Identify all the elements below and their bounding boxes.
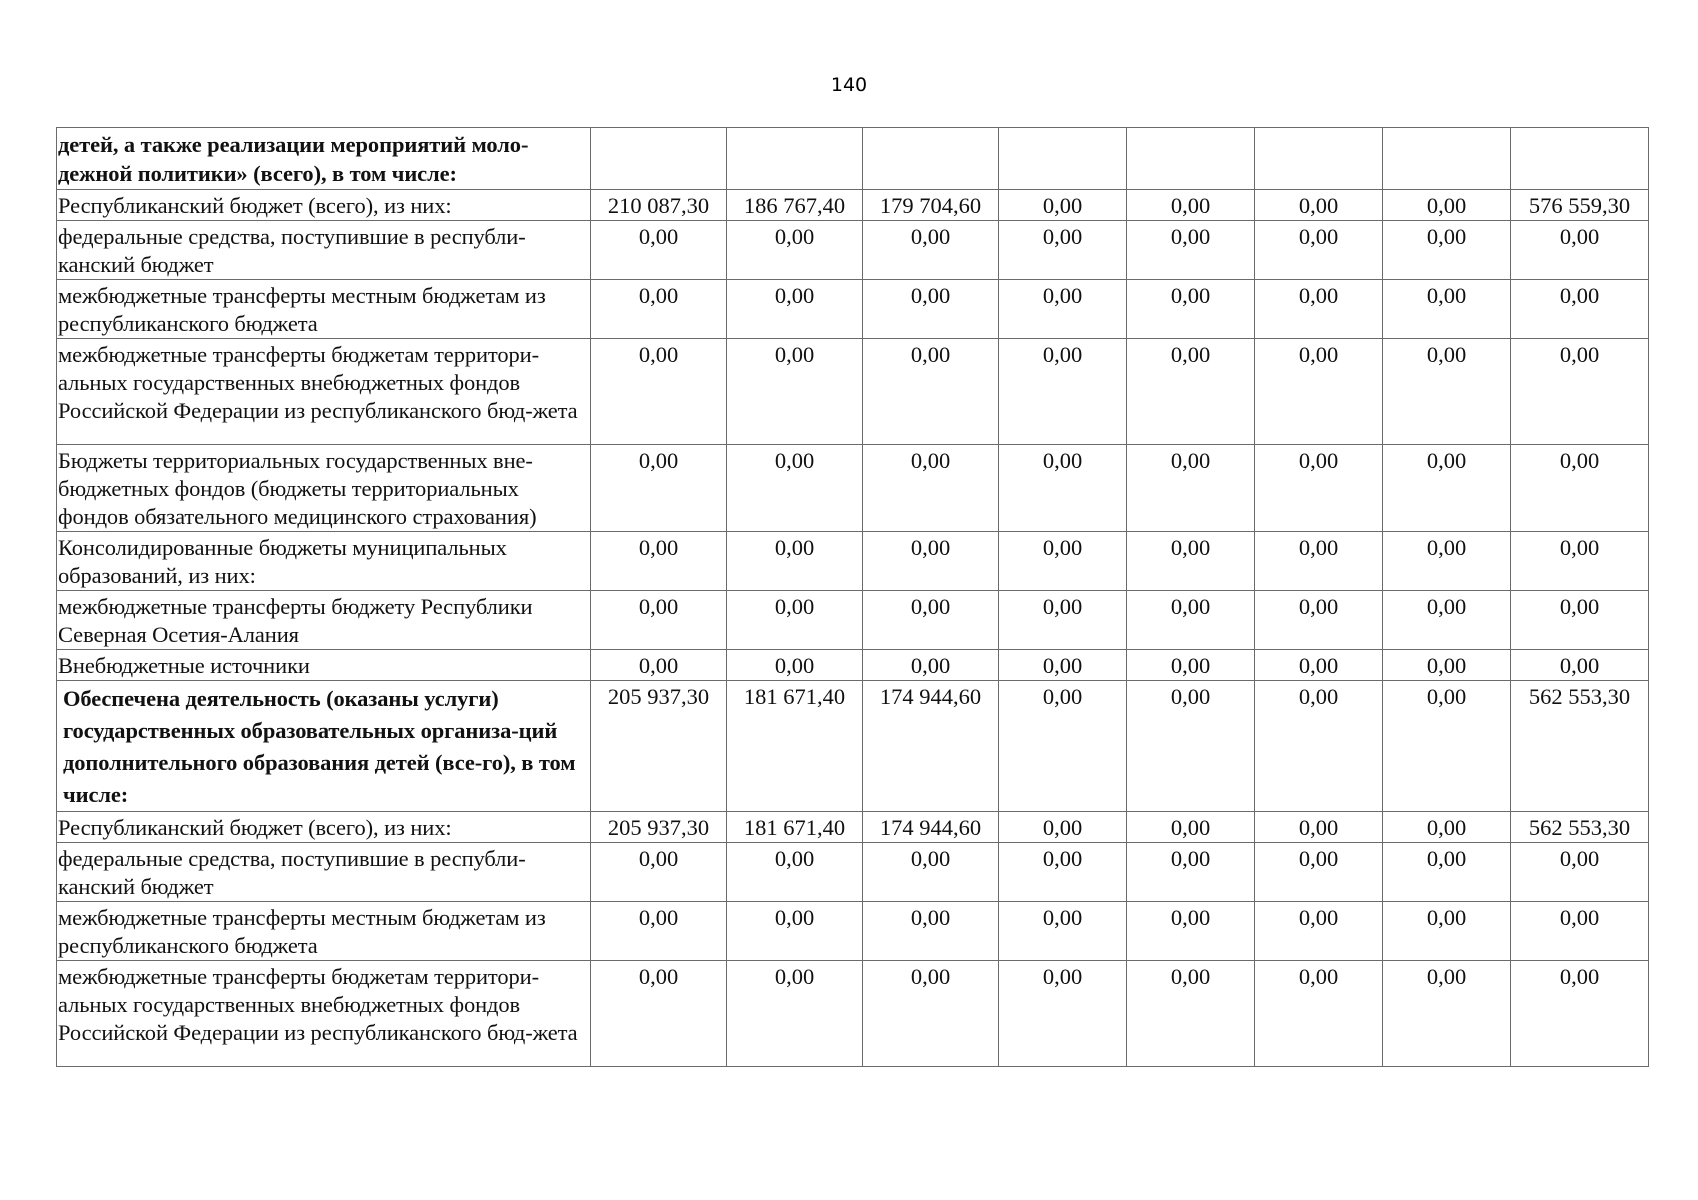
value-cell: 0,00 <box>591 961 727 1067</box>
value-cell: 179 704,60 <box>863 190 999 221</box>
value-cell: 0,00 <box>1383 961 1511 1067</box>
value-cell: 0,00 <box>999 532 1127 591</box>
value-cell: 0,00 <box>1255 280 1383 339</box>
value-cell: 210 087,30 <box>591 190 727 221</box>
table-row <box>57 190 1649 221</box>
table-row <box>57 445 1649 532</box>
row-label-cell: межбюджетные трансферты бюджетам территори-альных государственных внебюджетных фондов Российской Федерации из республиканского бюд-жета <box>57 339 591 445</box>
value-cell: 0,00 <box>1383 339 1511 445</box>
value-cell: 0,00 <box>591 280 727 339</box>
table-row <box>57 843 1649 902</box>
value-cell: 0,00 <box>1255 902 1383 961</box>
row-label-cell: Бюджеты территориальных государственных вне-бюджетных фондов (бюджеты территориальных фондов обязательного медицинского страхования) <box>57 445 591 532</box>
value-cell: 0,00 <box>999 339 1127 445</box>
section-heading-cell: детей, а также реализации мероприятий моло-дежной политики» (всего), в том числе: <box>57 128 591 190</box>
table-row <box>57 532 1649 591</box>
value-cell: 0,00 <box>1127 902 1255 961</box>
value-cell: 0,00 <box>999 190 1127 221</box>
table-row <box>57 681 1649 812</box>
value-cell: 0,00 <box>591 650 727 681</box>
value-cell: 0,00 <box>1383 650 1511 681</box>
budget-table <box>56 127 1649 1067</box>
value-cell: 0,00 <box>1383 532 1511 591</box>
total-value-cell: 562 553,30 <box>1511 681 1649 812</box>
value-cell <box>591 128 727 190</box>
row-label-cell: федеральные средства, поступившие в республи-канский бюджет <box>57 843 591 902</box>
table-row <box>57 902 1649 961</box>
value-cell: 0,00 <box>727 650 863 681</box>
value-cell: 174 944,60 <box>863 812 999 843</box>
value-cell: 0,00 <box>863 221 999 280</box>
value-cell: 0,00 <box>727 902 863 961</box>
value-cell: 0,00 <box>1255 532 1383 591</box>
value-cell: 0,00 <box>1127 339 1255 445</box>
value-cell: 0,00 <box>727 843 863 902</box>
total-value-cell: 0,00 <box>1511 591 1649 650</box>
row-label-cell: Республиканский бюджет (всего), из них: <box>57 812 591 843</box>
value-cell: 0,00 <box>863 445 999 532</box>
value-cell: 0,00 <box>1127 961 1255 1067</box>
value-cell: 0,00 <box>727 591 863 650</box>
value-cell: 0,00 <box>1255 650 1383 681</box>
value-cell: 0,00 <box>863 280 999 339</box>
page-number: 140 <box>830 74 868 96</box>
value-cell: 0,00 <box>1383 280 1511 339</box>
value-cell: 0,00 <box>999 961 1127 1067</box>
value-cell: 0,00 <box>1255 445 1383 532</box>
value-cell: 0,00 <box>1127 221 1255 280</box>
total-value-cell <box>1511 128 1649 190</box>
value-cell: 0,00 <box>1127 532 1255 591</box>
value-cell: 0,00 <box>727 221 863 280</box>
value-cell: 174 944,60 <box>863 681 999 812</box>
table-row <box>57 812 1649 843</box>
total-value-cell: 0,00 <box>1511 339 1649 445</box>
value-cell: 0,00 <box>999 650 1127 681</box>
value-cell: 0,00 <box>1127 591 1255 650</box>
value-cell: 0,00 <box>1383 445 1511 532</box>
total-value-cell: 0,00 <box>1511 961 1649 1067</box>
value-cell: 0,00 <box>1383 812 1511 843</box>
table-body <box>57 128 1649 1067</box>
value-cell <box>863 128 999 190</box>
row-label-cell: Республиканский бюджет (всего), из них: <box>57 190 591 221</box>
value-cell: 205 937,30 <box>591 681 727 812</box>
value-cell: 0,00 <box>1127 843 1255 902</box>
row-label-cell: Внебюджетные источники <box>57 650 591 681</box>
value-cell: 0,00 <box>1255 961 1383 1067</box>
value-cell: 0,00 <box>863 961 999 1067</box>
total-value-cell: 0,00 <box>1511 532 1649 591</box>
row-label-cell: межбюджетные трансферты бюджетам территори-альных государственных внебюджетных фондов Российской Федерации из республиканского бюд-жета <box>57 961 591 1067</box>
total-value-cell: 0,00 <box>1511 902 1649 961</box>
total-value-cell: 0,00 <box>1511 280 1649 339</box>
value-cell: 0,00 <box>863 591 999 650</box>
row-label-cell: межбюджетные трансферты бюджету Республики Северная Осетия-Алания <box>57 591 591 650</box>
value-cell: 0,00 <box>999 843 1127 902</box>
row-label-cell: федеральные средства, поступившие в республи-канский бюджет <box>57 221 591 280</box>
table-row <box>57 591 1649 650</box>
total-value-cell: 576 559,30 <box>1511 190 1649 221</box>
value-cell: 0,00 <box>863 843 999 902</box>
value-cell: 0,00 <box>999 221 1127 280</box>
value-cell: 181 671,40 <box>727 812 863 843</box>
row-label-cell: межбюджетные трансферты местным бюджетам из республиканского бюджета <box>57 280 591 339</box>
value-cell: 0,00 <box>863 650 999 681</box>
value-cell: 0,00 <box>1127 280 1255 339</box>
value-cell: 0,00 <box>1255 339 1383 445</box>
table-row <box>57 128 1649 190</box>
value-cell: 0,00 <box>591 902 727 961</box>
table-row <box>57 650 1649 681</box>
value-cell <box>1127 128 1255 190</box>
row-label-cell: Консолидированные бюджеты муниципальных образований, из них: <box>57 532 591 591</box>
value-cell: 181 671,40 <box>727 681 863 812</box>
value-cell: 0,00 <box>1383 190 1511 221</box>
value-cell: 0,00 <box>1255 591 1383 650</box>
table-row <box>57 221 1649 280</box>
value-cell: 0,00 <box>727 280 863 339</box>
value-cell: 0,00 <box>999 591 1127 650</box>
value-cell: 0,00 <box>727 961 863 1067</box>
value-cell: 0,00 <box>863 902 999 961</box>
value-cell <box>999 128 1127 190</box>
value-cell: 205 937,30 <box>591 812 727 843</box>
value-cell: 0,00 <box>1127 190 1255 221</box>
value-cell: 0,00 <box>591 591 727 650</box>
table-row <box>57 280 1649 339</box>
value-cell <box>727 128 863 190</box>
value-cell: 0,00 <box>591 445 727 532</box>
value-cell: 0,00 <box>1383 591 1511 650</box>
value-cell: 0,00 <box>1383 902 1511 961</box>
total-value-cell: 562 553,30 <box>1511 812 1649 843</box>
value-cell: 0,00 <box>1383 843 1511 902</box>
total-value-cell: 0,00 <box>1511 221 1649 280</box>
table-row <box>57 339 1649 445</box>
value-cell: 0,00 <box>1255 843 1383 902</box>
value-cell: 0,00 <box>999 280 1127 339</box>
value-cell: 0,00 <box>591 339 727 445</box>
value-cell: 0,00 <box>1383 221 1511 280</box>
value-cell: 0,00 <box>727 339 863 445</box>
value-cell: 0,00 <box>1255 190 1383 221</box>
value-cell: 0,00 <box>591 532 727 591</box>
value-cell: 0,00 <box>1127 812 1255 843</box>
value-cell: 0,00 <box>1127 445 1255 532</box>
section-heading-cell: Обеспечена деятельность (оказаны услуги) государственных образовательных организа-ций дополнительного образования детей (все-го), в том числе: <box>57 681 591 812</box>
value-cell <box>1383 128 1511 190</box>
value-cell: 0,00 <box>999 681 1127 812</box>
value-cell: 0,00 <box>591 843 727 902</box>
value-cell: 0,00 <box>863 532 999 591</box>
total-value-cell: 0,00 <box>1511 445 1649 532</box>
value-cell: 0,00 <box>1255 681 1383 812</box>
value-cell <box>1255 128 1383 190</box>
row-label-cell: межбюджетные трансферты местным бюджетам из республиканского бюджета <box>57 902 591 961</box>
value-cell: 0,00 <box>999 902 1127 961</box>
value-cell: 0,00 <box>591 221 727 280</box>
value-cell: 0,00 <box>727 445 863 532</box>
total-value-cell: 0,00 <box>1511 650 1649 681</box>
value-cell: 0,00 <box>1255 812 1383 843</box>
total-value-cell: 0,00 <box>1511 843 1649 902</box>
value-cell: 0,00 <box>1127 650 1255 681</box>
value-cell: 0,00 <box>999 812 1127 843</box>
value-cell: 0,00 <box>1127 681 1255 812</box>
value-cell: 0,00 <box>1255 221 1383 280</box>
value-cell: 0,00 <box>1383 681 1511 812</box>
table-row <box>57 961 1649 1067</box>
value-cell: 0,00 <box>999 445 1127 532</box>
value-cell: 0,00 <box>863 339 999 445</box>
value-cell: 186 767,40 <box>727 190 863 221</box>
value-cell: 0,00 <box>727 532 863 591</box>
